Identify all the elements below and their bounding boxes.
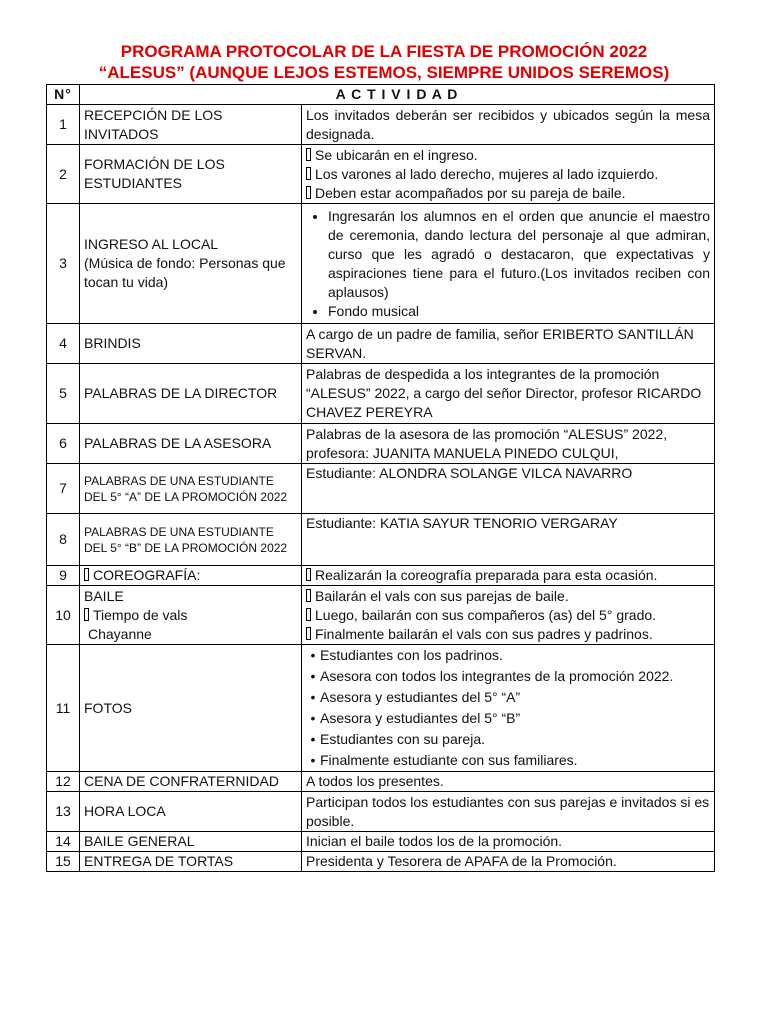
bullet-icon: • [310, 647, 316, 663]
row-detail: Los invitados deberán ser recibidos y ubicados según la mesa designada. [302, 105, 715, 145]
row-detail: Inician el baile todos los de la promoción. [302, 832, 715, 852]
row-number: 6 [47, 424, 80, 464]
row-detail [302, 204, 715, 324]
checkbox-bullet-icon [306, 167, 311, 180]
row-number: 11 [47, 645, 80, 772]
row-activity: PALABRAS DE UNA ESTUDIANTE DEL 5° “A” DE LA PROMOCIÓN 2022 [80, 464, 302, 514]
row-detail [302, 645, 715, 772]
list-item: Estudiantes con los padrinos. [320, 647, 503, 663]
list-item: • Fondo musical [328, 302, 710, 321]
list-item: Asesora y estudiantes del 5° “B” [320, 710, 521, 726]
row-detail: Estudiante: KATIA SAYUR TENORIO VERGARAY [302, 514, 715, 566]
list-item: Estudiantes con su pareja. [320, 731, 485, 747]
checkbox-bullet-icon [306, 568, 311, 581]
row-number: 1 [47, 105, 80, 145]
row-number: 12 [47, 772, 80, 792]
list-item: Deben estar acompañados por su pareja de baile. [315, 184, 626, 201]
row-number: 14 [47, 832, 80, 852]
table-row [47, 792, 715, 832]
table-row [47, 832, 715, 852]
table-row [47, 772, 715, 792]
table-row [47, 145, 715, 204]
row-number: 10 [47, 586, 80, 645]
table-row [47, 204, 715, 324]
table-row [47, 324, 715, 364]
list-item: • Ingresarán los alumnos en el orden que anuncie el maestro de ceremonia, dando lectura del personaje al que admiran, curso que les agradó o destacaron, que expectativas y aspiraciones tiene para el futuro.(Los invitados reciben con aplausos) [328, 207, 710, 302]
header-activity: A C T I V I D A D [80, 85, 715, 105]
row-activity: HORA LOCA [80, 792, 302, 832]
header-number: N° [47, 85, 80, 105]
checkbox-bullet-icon [84, 608, 89, 621]
table-row [47, 424, 715, 464]
activity-note: Chayanne [88, 625, 152, 642]
row-detail: Presidenta y Tesorera de APAFA de la Promoción. [302, 852, 715, 872]
bullet-icon: • [310, 752, 316, 768]
bullet-icon: • [310, 710, 316, 726]
activity-note: (Música de fondo: Personas que tocan tu vida) [84, 255, 286, 290]
checkbox-bullet-icon [306, 589, 311, 602]
row-detail: A cargo de un padre de familia, señor ERIBERTO SANTILLÁN SERVAN. [302, 324, 715, 364]
document-subtitle: “ALESUS” (AUNQUE LEJOS ESTEMOS, SIEMPRE UNIDOS SEREMOS) [98, 63, 670, 82]
table-row [47, 364, 715, 424]
row-detail: Participan todos los estudiantes con sus parejas e invitados si es posible. [302, 792, 715, 832]
row-activity: FOTOS [80, 645, 302, 772]
activity-note: Tiempo de vals [93, 606, 188, 623]
table-row [47, 105, 715, 145]
table-row [47, 464, 715, 514]
row-activity: FORMACIÓN DE LOS ESTUDIANTES [80, 145, 302, 204]
row-number: 3 [47, 204, 80, 324]
row-detail [302, 566, 715, 586]
list-item: Asesora con todos los integrantes de la promoción 2022. [320, 668, 674, 684]
program-table [46, 84, 715, 872]
row-detail: A todos los presentes. [302, 772, 715, 792]
table-row [47, 514, 715, 566]
row-activity [80, 586, 302, 645]
list-item: Asesora y estudiantes del 5° “A” [320, 689, 521, 705]
activity-title: BAILE [84, 587, 124, 604]
activity-title: INGRESO AL LOCAL [84, 236, 219, 252]
checkbox-bullet-icon [84, 568, 89, 581]
list-item: Se ubicarán en el ingreso. [315, 146, 478, 163]
list-item: Luego, bailarán con sus compañeros (as) del 5° grado. [315, 606, 657, 623]
row-number: 8 [47, 514, 80, 566]
table-row [47, 566, 715, 586]
checkbox-bullet-icon [306, 627, 311, 640]
checkbox-bullet-icon [306, 186, 311, 199]
table-row [47, 586, 715, 645]
list-item: Finalmente bailarán el vals con sus padres y padrinos. [315, 625, 653, 642]
row-activity: ENTREGA DE TORTAS [80, 852, 302, 872]
list-item: Realizarán la coreografía preparada para esta ocasión. [315, 567, 658, 583]
checkbox-bullet-icon [306, 608, 311, 621]
list-item: Los varones al lado derecho, mujeres al lado izquierdo. [315, 165, 659, 182]
list-item: Bailarán el vals con sus parejas de baile. [315, 587, 569, 604]
row-number: 15 [47, 852, 80, 872]
row-detail [302, 145, 715, 204]
table-row [47, 645, 715, 772]
row-activity: CENA DE CONFRATERNIDAD [80, 772, 302, 792]
row-activity: PALABRAS DE LA ASESORA [80, 424, 302, 464]
row-number: 9 [47, 566, 80, 586]
row-detail: Estudiante: ALONDRA SOLANGE VILCA NAVARRO [302, 464, 715, 514]
row-activity [80, 566, 302, 586]
row-detail: Palabras de despedida a los integrantes de la promoción “ALESUS” 2022, a cargo del señor Director, profesor RICARDO CHAVEZ PEREYRA [302, 364, 715, 424]
document-title: PROGRAMA PROTOCOLAR DE LA FIESTA DE PROMOCIÓN 2022 [120, 42, 648, 61]
row-number: 7 [47, 464, 80, 514]
bullet-icon: • [310, 689, 316, 705]
checkbox-bullet-icon [306, 148, 311, 161]
row-activity: RECEPCIÓN DE LOS INVITADOS [80, 105, 302, 145]
bullet-icon: • [310, 668, 316, 684]
row-activity: BRINDIS [80, 324, 302, 364]
row-number: 13 [47, 792, 80, 832]
row-number: 5 [47, 364, 80, 424]
bullet-icon: • [310, 731, 316, 747]
row-activity: PALABRAS DE LA DIRECTOR [80, 364, 302, 424]
row-activity: BAILE GENERAL [80, 832, 302, 852]
row-activity: PALABRAS DE UNA ESTUDIANTE DEL 5° “B” DE LA PROMOCIÓN 2022 [80, 514, 302, 566]
list-item: Finalmente estudiante con sus familiares. [320, 752, 578, 768]
row-detail [302, 586, 715, 645]
table-header-row [47, 85, 715, 105]
row-detail: Palabras de la asesora de las promoción “ALESUS” 2022, profesora: JUANITA MANUELA PINEDO CULQUI, [302, 424, 715, 464]
row-number: 2 [47, 145, 80, 204]
table-row [47, 852, 715, 872]
row-activity [80, 204, 302, 324]
row-number: 4 [47, 324, 80, 364]
activity-title: COREOGRAFÍA: [93, 567, 201, 583]
